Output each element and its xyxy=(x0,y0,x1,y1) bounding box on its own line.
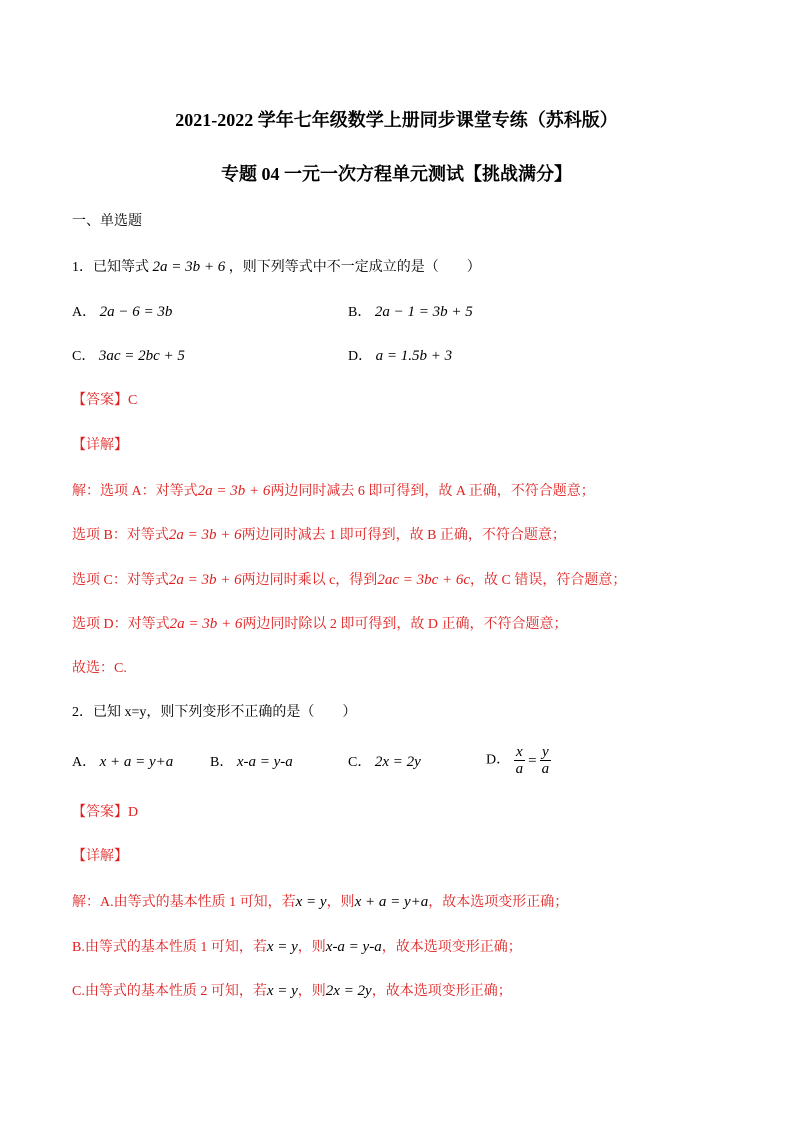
explanation-text: ，则 xyxy=(326,895,355,910)
fraction-denominator: a xyxy=(541,761,550,777)
question-2-detail-label: 【详解】 xyxy=(72,849,128,864)
question-1-explanation-b xyxy=(72,525,566,546)
question-1-explanation-c xyxy=(72,570,626,591)
option-label: B． xyxy=(210,755,234,770)
explanation-condition: x = y xyxy=(266,983,298,999)
question-2-option-c xyxy=(348,752,421,773)
question-2-option-d xyxy=(486,744,551,777)
explanation-result: 2x = 2y xyxy=(325,983,372,999)
option-expression: 2a − 6 = 3b xyxy=(99,304,173,320)
question-1-prefix: 1．已知等式 xyxy=(72,260,149,275)
document-subtitle: 专题 04 一元一次方程单元测试【挑战满分】 xyxy=(221,164,572,184)
section-heading: 一、单选题 xyxy=(72,214,142,229)
option-expression: x + a = y+a xyxy=(99,754,174,770)
option-label: B． xyxy=(348,305,372,320)
explanation-text: 解：A.由等式的基本性质 1 可知，若 xyxy=(72,895,296,910)
explanation-text: 两边同时乘以 c，得到 xyxy=(241,573,378,588)
explanation-text: ，则 xyxy=(297,940,326,955)
question-1-equation: 2a = 3b + 6 xyxy=(152,259,226,275)
option-expression: 2a − 1 = 3b + 5 xyxy=(374,304,473,320)
explanation-text: ，故 C 错误，符合题意； xyxy=(470,573,627,588)
explanation-equation: 2a = 3b + 6 xyxy=(168,572,242,588)
explanation-result: x-a = y-a xyxy=(325,939,382,955)
document-title: 2021-2022 学年七年级数学上册同步课堂专练（苏科版） xyxy=(175,110,618,130)
explanation-text: 选项 C：对等式 xyxy=(72,573,169,588)
question-1-option-c xyxy=(72,346,185,367)
question-2-option-a xyxy=(72,752,173,773)
explanation-condition: x = y xyxy=(266,939,298,955)
option-expression: 2x = 2y xyxy=(374,754,421,770)
explanation-result: x + a = y+a xyxy=(354,894,429,910)
explanation-equation: 2a = 3b + 6 xyxy=(197,483,271,499)
explanation-text: ，故本选项变形正确； xyxy=(371,984,512,999)
explanation-text: 两边同时除以 2 即可得到，故 D 正确，不符合题意； xyxy=(242,617,568,632)
question-1-option-a xyxy=(72,302,172,323)
explanation-text: C.由等式的基本性质 2 可知，若 xyxy=(72,984,267,999)
explanation-text: ，故本选项变形正确； xyxy=(381,940,522,955)
question-2-explanation-b xyxy=(72,937,522,958)
question-1-option-b xyxy=(348,302,473,323)
explanation-equation: 2a = 3b + 6 xyxy=(169,616,243,632)
option-label: A． xyxy=(72,305,97,320)
question-1-suffix: ，则下列等式中不一定成立的是（ ） xyxy=(228,260,481,275)
option-label: A． xyxy=(72,755,97,770)
explanation-text: 两边同时减去 6 即可得到，故 A 正确，不符合题意； xyxy=(270,484,595,499)
question-2-stem: 2．已知 x=y，则下列变形不正确的是（ ） xyxy=(72,705,357,720)
explanation-text: B.由等式的基本性质 1 可知，若 xyxy=(72,940,267,955)
fraction-x-over-a xyxy=(514,744,526,777)
explanation-text: 选项 D：对等式 xyxy=(72,617,170,632)
question-1-answer: 【答案】C xyxy=(72,393,138,408)
question-1-option-d xyxy=(348,346,452,367)
question-1-stem xyxy=(72,257,481,278)
question-1-explanation-d xyxy=(72,614,567,635)
option-expression: 3ac = 2bc + 5 xyxy=(98,348,185,364)
explanation-equation: 2a = 3b + 6 xyxy=(168,527,242,543)
explanation-equation: 2ac = 3bc + 6c xyxy=(377,572,471,588)
explanation-condition: x = y xyxy=(295,894,327,910)
option-label: C． xyxy=(348,755,372,770)
explanation-text: ，故本选项变形正确； xyxy=(428,895,569,910)
question-2-option-b xyxy=(210,752,293,773)
explanation-text: 两边同时减去 1 即可得到，故 B 正确，不符合题意； xyxy=(241,528,566,543)
option-label: C． xyxy=(72,349,96,364)
question-2-answer: 【答案】D xyxy=(72,805,139,820)
option-label: D． xyxy=(348,349,373,364)
fraction-numerator: x xyxy=(514,744,526,761)
question-1-explanation-a xyxy=(72,481,595,502)
fraction-denominator: a xyxy=(515,761,524,777)
option-expression: a = 1.5b + 3 xyxy=(375,348,453,364)
equals-sign: = xyxy=(528,752,537,769)
fraction-y-over-a xyxy=(540,744,552,777)
fraction-numerator: y xyxy=(540,744,552,761)
option-expression: x-a = y-a xyxy=(236,754,293,770)
explanation-text: ，则 xyxy=(297,984,326,999)
option-label: D． xyxy=(486,752,511,768)
question-2-explanation-c xyxy=(72,981,512,1002)
question-2-explanation-a xyxy=(72,892,568,913)
explanation-text: 解：选项 A：对等式 xyxy=(72,484,198,499)
explanation-text: 选项 B：对等式 xyxy=(72,528,169,543)
question-1-conclusion: 故选：C. xyxy=(72,661,127,676)
question-1-detail-label: 【详解】 xyxy=(72,438,128,453)
